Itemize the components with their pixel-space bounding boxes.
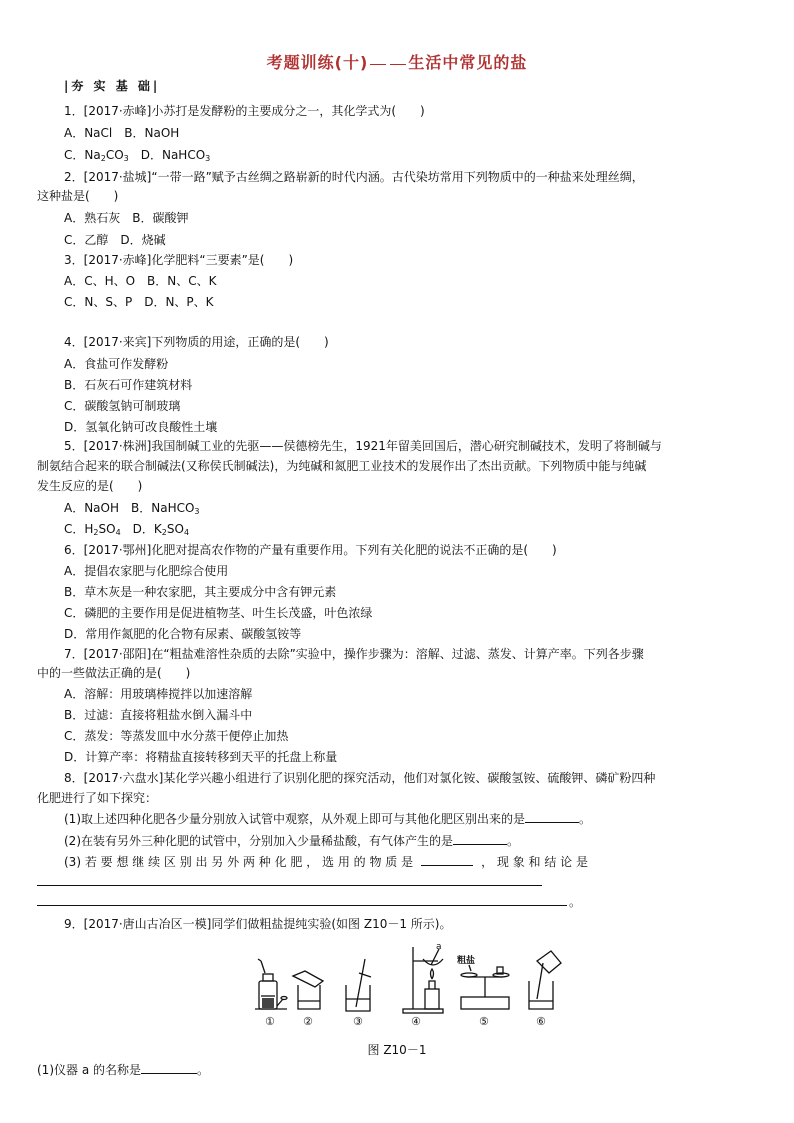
- q8-part3-end: 。: [569, 895, 582, 909]
- q5-stem-line3: 发生反应的是( ): [37, 479, 143, 493]
- fig-num-5: ⑤: [479, 1015, 489, 1028]
- apparatus-6-pour-beaker: [529, 951, 561, 1009]
- fig-num-6: ⑥: [536, 1015, 546, 1028]
- q6-option-c: C．磷肥的主要作用是促进植物茎、叶生长茂盛，叶色浓绿: [64, 606, 373, 620]
- section-header: |夯 实 基 础|: [64, 79, 161, 93]
- q5-options-ab: [64, 500, 200, 520]
- q5-optc-text: C．H: [64, 522, 94, 536]
- q9-stem: 9．[2017·唐山古冶区一模]同学们做粗盐提纯实验(如图 Z10－1 所示)。: [64, 917, 452, 931]
- q8-part2: [64, 832, 519, 849]
- q2-stem-line2: 这种盐是( ): [37, 189, 119, 203]
- q8-part1-end: 。: [579, 812, 592, 826]
- page-title: [0, 50, 794, 73]
- apparatus-3-stir-beaker: [346, 959, 371, 1011]
- q4-option-c: C．碳酸氢钠可制玻璃: [64, 399, 181, 413]
- q7-option-d: D．计算产率：将精盐直接转移到天平的托盘上称量: [64, 750, 338, 764]
- fig-num-3: ③: [353, 1015, 363, 1028]
- fig-num-4: ④: [411, 1015, 421, 1028]
- q8-part3-text-b: ， 现 象 和 结 论 是: [481, 855, 588, 869]
- q1-optc-text: C．Na: [64, 148, 101, 162]
- q8-answer-line-2[interactable]: [37, 905, 567, 906]
- apparatus-4-evaporation-stand: [403, 947, 443, 1013]
- q5-options-cd: [64, 521, 189, 541]
- fig-num-2: ②: [303, 1015, 313, 1028]
- fig-label-crude-salt: 粗盐: [457, 956, 476, 966]
- apparatus-5-balance: [461, 965, 509, 1009]
- q5-optd-text: D．K: [120, 522, 162, 536]
- q1-stem: 1．[2017·赤峰]小苏打是发酵粉的主要成分之一，其化学式为( ): [64, 104, 425, 118]
- apparatus-2-beaker-pour: [293, 971, 323, 1009]
- q3-options-cd: C．N、S、P D．N、P、K: [64, 295, 214, 309]
- q8-stem-line1: 8．[2017·六盘水]某化学兴趣小组进行了识别化肥的探究活动，他们对氯化铵、碳酸氢铵、硫酸钾、磷矿粉四种: [64, 771, 656, 785]
- q4-option-b: B．石灰石可作建筑材料: [64, 378, 193, 392]
- q7-option-b: B．过滤：直接将粗盐水倒入漏斗中: [64, 708, 253, 722]
- figure-caption: 图 Z10－1: [367, 1043, 427, 1057]
- q5-optc-sub2: 4: [115, 528, 121, 537]
- q6-option-d: D．常用作氮肥的化合物有尿素、碳酸氢铵等: [64, 627, 302, 641]
- q4-stem: 4．[2017·来宾]下列物质的用途，正确的是( ): [64, 335, 329, 349]
- title-left: 考题训练(十): [266, 53, 369, 72]
- q5-optc-mid: SO: [98, 522, 116, 536]
- q8-part1: [64, 810, 591, 827]
- q1-options-cd: [64, 147, 210, 167]
- q1-optd-sub: 3: [205, 154, 211, 163]
- q5-optc-sub1: 2: [93, 528, 99, 537]
- q7-stem-line2: 中的一些做法正确的是( ): [37, 666, 191, 680]
- q9-part1-blank[interactable]: [141, 1061, 197, 1074]
- apparatus-1-reagent-bottle: [255, 959, 287, 1009]
- q5-optd-mid: SO: [166, 522, 184, 536]
- q2-stem-line1: 2．[2017·盐城]“一带一路”赋予古丝绸之路崭新的时代内涵。古代染坊常用下列物质中的一种盐来处理丝绸，: [64, 170, 644, 184]
- q7-option-a: A．溶解：用玻璃棒搅拌以加速溶解: [64, 687, 253, 701]
- fig-num-1: ①: [265, 1015, 275, 1028]
- q5-optab-text: A．NaOH B．NaHCO: [64, 501, 195, 515]
- q1-optd-text: D．NaHCO: [128, 148, 206, 162]
- lab-apparatus-figure: [253, 941, 565, 1029]
- q8-part3-text-a: (3) 若 要 想 继 续 区 别 出 另 外 两 种 化 肥 ， 选 用 的 物 质 是: [64, 855, 414, 869]
- q3-options-ab: A．C、H、O B．N、C、K: [64, 274, 217, 288]
- q2-options-ab: A．熟石灰 B．碳酸钾: [64, 211, 189, 225]
- title-underline: [370, 64, 386, 65]
- q3-stem: 3．[2017·赤峰]化学肥料“三要素”是( ): [64, 253, 294, 267]
- q9-part1-end: 。: [196, 1063, 209, 1077]
- q8-part1-blank[interactable]: [525, 810, 579, 823]
- q8-part2-end: 。: [507, 834, 520, 848]
- q8-stem-line2: 化肥进行了如下探究：: [37, 791, 158, 805]
- q5-stem-line1: 5．[2017·株洲]我国制碱工业的先驱——侯德榜先生，1921年留美回国后，潜心研究制碱技术，发明了将制碱与: [64, 439, 662, 453]
- q5-optb-sub: 3: [194, 507, 200, 516]
- q8-part2-text: (2)在装有另外三种化肥的试管中，分别加入少量稀盐酸，有气体产生的是: [64, 834, 454, 848]
- q1-optc-mid: CO: [105, 148, 124, 162]
- title-underline-2: [390, 64, 406, 65]
- q6-option-b: B．草木灰是一种农家肥，其主要成分中含有钾元素: [64, 585, 337, 599]
- q6-option-a: A．提倡农家肥与化肥综合使用: [64, 564, 229, 578]
- q9-part1: [37, 1061, 209, 1078]
- q1-optc-sub2: 3: [123, 154, 129, 163]
- q4-option-d: D．氢氧化钠可改良酸性土壤: [64, 420, 218, 434]
- q7-stem-line1: 7．[2017·邵阳]在“粗盐难溶性杂质的去除”实验中，操作步骤为：溶解、过滤、蒸发、计算产率。下列各步骤: [64, 647, 644, 661]
- q8-part3-blank-substance[interactable]: [421, 853, 473, 866]
- q8-part2-blank[interactable]: [453, 832, 507, 845]
- q1-optc-sub1: 2: [100, 154, 106, 163]
- q8-part1-text: (1)取上述四种化肥各少量分别放入试管中观察，从外观上即可与其他化肥区别出来的是: [64, 812, 526, 826]
- q4-option-a: A．食盐可作发酵粉: [64, 357, 169, 371]
- title-right: 生活中常见的盐: [408, 53, 528, 72]
- q8-answer-line-1[interactable]: [37, 885, 542, 886]
- q2-options-cd: C．乙醇 D．烧碱: [64, 233, 166, 247]
- q6-stem: 6．[2017·鄂州]化肥对提高农作物的产量有重要作用。下列有关化肥的说法不正确的是( ): [64, 543, 557, 557]
- q9-part1-text: (1)仪器 a 的名称是: [37, 1063, 141, 1077]
- q7-option-c: C．蒸发：等蒸发皿中水分蒸干便停止加热: [64, 729, 289, 743]
- fig-label-a: a: [436, 942, 442, 952]
- q1-options-ab: A．NaCl B．NaOH: [64, 126, 180, 140]
- q5-stem-line2: 制氨结合起来的联合制碱法(又称侯氏制碱法)，为纯碱和氮肥工业技术的发展作出了杰出贡献。下列物质中能与纯碱: [37, 459, 647, 473]
- q5-optd-sub2: 4: [183, 528, 190, 537]
- q5-optd-sub1: 2: [161, 528, 167, 537]
- q8-part3: [64, 853, 588, 870]
